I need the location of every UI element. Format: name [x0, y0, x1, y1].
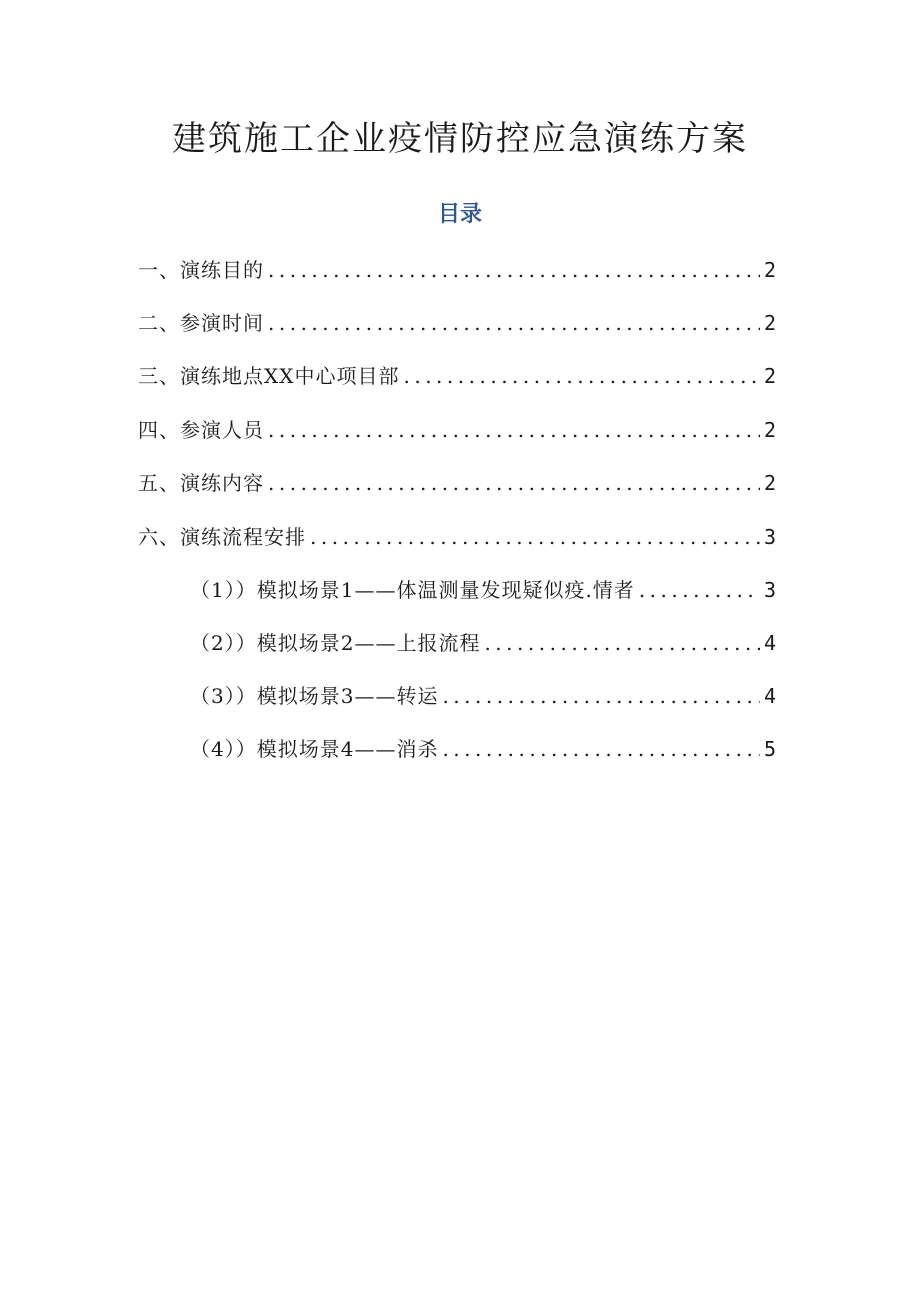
toc-dot-leader: [268, 412, 760, 448]
toc-entry[interactable]: [138, 358, 776, 394]
toc-entry-text: 一、演练目的: [138, 258, 264, 282]
toc-entry[interactable]: [138, 305, 776, 341]
toc-dot-leader: [268, 465, 760, 501]
toc-entry[interactable]: [190, 625, 776, 661]
toc-dot-leader: [268, 252, 760, 288]
toc-entry[interactable]: [190, 678, 776, 714]
toc-entry-text: 四、参演人员: [138, 418, 264, 442]
toc-entry[interactable]: [138, 519, 776, 555]
toc-page-number: 2: [763, 471, 776, 495]
toc-entry-text: （3））模拟场景3——转运: [190, 684, 439, 708]
toc-entry[interactable]: [190, 731, 776, 767]
toc-dot-leader: [268, 305, 760, 341]
toc-dot-leader: [639, 572, 760, 608]
toc-entry-text: 二、参演时间: [138, 311, 264, 335]
toc-entry-text: 三、演练地点XX中心项目部: [138, 364, 400, 388]
toc-entry-text: 六、演练流程安排: [138, 525, 306, 549]
toc-page-number: 2: [763, 364, 776, 388]
toc-heading: 目录: [437, 202, 482, 227]
toc-entry-text: 五、演练内容: [138, 471, 264, 495]
toc-entry[interactable]: [190, 572, 776, 608]
toc-entry[interactable]: [138, 465, 776, 501]
toc-page-number: 5: [763, 737, 776, 761]
toc-entry-text: （4））模拟场景4——消杀: [190, 737, 439, 761]
toc-page-number: 2: [763, 418, 776, 442]
toc-page-number: 4: [763, 684, 776, 708]
toc-entry[interactable]: [138, 252, 776, 288]
toc-page-number: 2: [763, 311, 776, 335]
toc-entry[interactable]: [138, 412, 776, 448]
toc-entry-text: （1））模拟场景1——体温测量发现疑似疫.情者: [190, 578, 635, 602]
toc-dot-leader: [484, 625, 760, 661]
toc-dot-leader: [310, 519, 760, 555]
toc-page-number: 4: [763, 631, 776, 655]
toc-entry-text: （2））模拟场景2——上报流程: [190, 631, 481, 655]
toc-page-number: 3: [763, 578, 776, 602]
toc-dot-leader: [442, 678, 760, 714]
toc-page-number: 3: [763, 525, 776, 549]
toc-page-number: 2: [763, 258, 776, 282]
toc-dot-leader: [442, 731, 760, 767]
toc-dot-leader: [403, 358, 759, 394]
document-title: 建筑施工企业疫情防控应急演练方案: [172, 119, 748, 159]
